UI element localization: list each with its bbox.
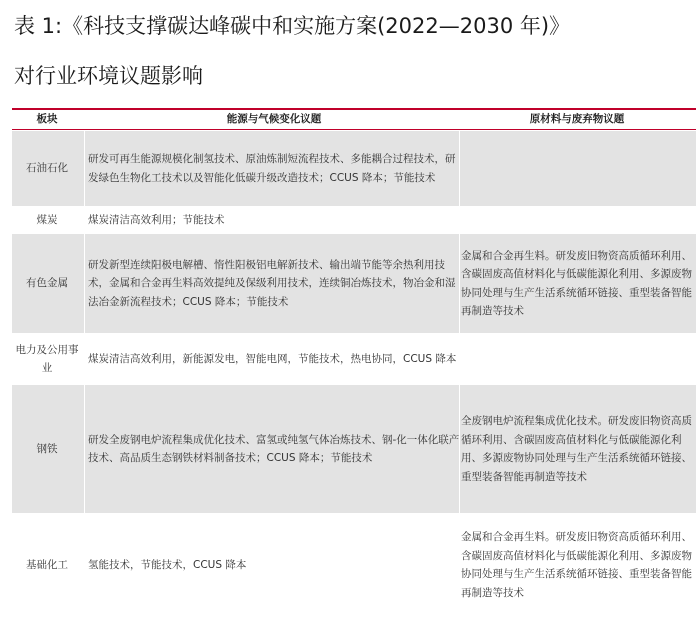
materials-cell: 金属和合金再生料。研发废旧物资高质循环利用、含碳固废高值材料化与低碳能源化利用、多源废物协同处理与生产生活系统循环链接、重型装备智能再制造等技术 [461, 531, 692, 599]
energy-cell: 氢能技术，节能技术，CCUS 降本 [88, 558, 247, 571]
table-row [12, 234, 696, 333]
energy-cell: 煤炭清洁高效利用，新能源发电，智能电网，节能技术，热电协同，CCUS 降本 [88, 352, 457, 365]
table-row [12, 385, 696, 513]
header-rule [12, 129, 696, 130]
sector-cell: 石油石化 [26, 162, 68, 175]
materials-cell [461, 333, 693, 385]
table-row [12, 206, 696, 234]
column-header-sector: 板块 [36, 113, 58, 125]
column-header-materials: 原材料与废弃物议题 [529, 113, 625, 125]
materials-cell: 全废钢电炉流程集成优化技术。研发废旧物资高质循环利用、含碳固废高值材料化与低碳能源化利用、多源废物协同处理与生产生活系统循环链接、重型装备智能再制造等技术 [461, 415, 692, 483]
materials-cell: 金属和合金再生料。研发废旧物资高质循环利用、含碳固废高值材料化与低碳能源化利用、多源废物协同处理与生产生活系统循环链接、重型装备智能再制造等技术 [461, 249, 692, 317]
table-row [12, 333, 696, 385]
sector-cell: 电力及公用事业 [15, 343, 79, 374]
energy-cell: 研发可再生能源规模化制氢技术、原油炼制短流程技术、多能耦合过程技术，研发绿色生物化工技术以及智能化低碳升级改造技术；CCUS 降本；节能技术 [88, 153, 456, 184]
sector-cell: 煤炭 [36, 213, 58, 226]
column-divider [84, 131, 85, 617]
sector-cell: 有色金属 [26, 277, 68, 290]
materials-cell [461, 206, 693, 234]
energy-cell: 研发全废钢电炉流程集成优化技术、富氢或纯氢气体冶炼技术、钢-化一体化联产技术、高品质生态钢铁材料制备技术；CCUS 降本；节能技术 [88, 433, 460, 464]
column-header-energy: 能源与气候变化议题 [226, 113, 322, 125]
table-title: 表 1:《科技支撑碳达峰碳中和实施方案(2022—2030 年)》 [14, 14, 571, 38]
energy-cell: 研发新型连续阳极电解槽、惰性阳极铝电解新技术、输出端节能等余热利用技术，金属和合金再生料高效提纯及保级利用技术，连续铜冶炼技术，物冶金和湿法冶金新流程技术；CCUS 降本；节能技术 [88, 258, 456, 308]
sector-cell: 基础化工 [26, 558, 68, 571]
energy-cell: 煤炭清洁高效利用；节能技术 [88, 213, 225, 226]
column-divider [459, 131, 460, 617]
sector-cell: 钢铁 [36, 442, 58, 455]
materials-cell [461, 131, 693, 206]
table-row [12, 513, 696, 617]
table-subtitle: 对行业环境议题影响 [14, 64, 203, 88]
table-row [12, 131, 696, 206]
